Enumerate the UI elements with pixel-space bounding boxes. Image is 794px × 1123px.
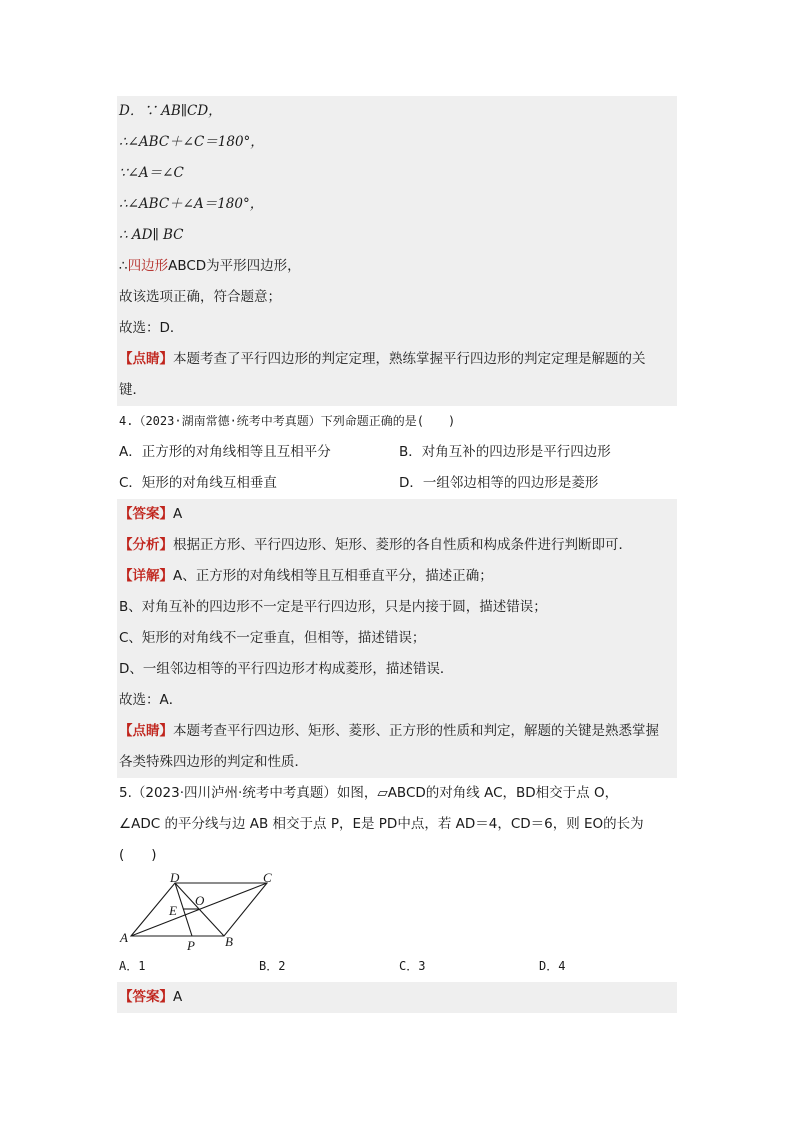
solution-block-q5 [117,982,677,1013]
answer-tag: 【答案】 [119,506,173,522]
highlighted-term: 四边形 [127,258,169,274]
solution-line: 故该选项正确，符合题意； [119,289,281,305]
vertex-label-a: A [120,930,128,945]
point-label-e: E [169,903,177,918]
solution-line: ∴∠ABC＋∠C＝180°， [119,134,264,150]
option-a: A．正方形的对角线相等且互相平分 [119,444,331,460]
question-4 [117,406,677,499]
note-line: 键． [119,382,146,398]
solution-text: ABCD为平形四边形， [168,258,301,274]
solution-block-q4 [117,499,677,778]
solution-line: ∴ AD∥ BC [119,227,184,243]
answer-line [117,499,677,530]
option-c: C．3 [399,959,426,973]
solution-line [117,251,677,282]
question-stem: 4.（2023·湖南常德·统考中考真题）下列命题正确的是( ) [119,414,456,428]
content-column [117,96,677,1013]
detail-line: C、矩形的对角线不一定垂直，但相等，描述错误； [119,630,426,646]
question-stem: ( ) [119,847,157,863]
answer-line [117,982,677,1013]
analysis-line [117,530,677,561]
choice-line: 故选：A． [119,692,183,708]
note-line: 各类特殊四边形的判定和性质． [119,754,308,770]
vertex-label-d: D [170,871,180,885]
question-5 [117,778,677,982]
detail-line [117,561,677,592]
note-tag: 【点睛】 [119,351,173,367]
solution-line: ∵∠A＝∠C [119,165,184,181]
therefore-symbol: ∴ [119,258,128,274]
answer-value: A [173,506,183,522]
detail-line: D、一组邻边相等的平行四边形才构成菱形，描述错误． [119,661,454,677]
parallelogram-diagram [117,871,297,951]
note-text: 本题考查了平行四边形的判定定理，熟练掌握平行四边形的判定定理是解题的关 [173,351,646,367]
vertex-label-c: C [263,871,272,885]
note-line [117,344,677,375]
option-b: B．对角互补的四边形是平行四边形 [399,444,611,460]
options-row [117,468,677,499]
option-c: C．矩形的对角线互相垂直 [119,475,277,491]
answer-tag: 【答案】 [119,989,173,1005]
diagonal-bd [175,883,224,936]
analysis-text: 根据正方形、平行四边形、矩形、菱形的各自性质和构成条件进行判断即可． [173,537,632,553]
analysis-tag: 【分析】 [119,537,173,553]
solution-line: 故选：D． [119,320,184,336]
note-tag: 【点睛】 [119,723,173,739]
question-stem: ∠ADC 的平分线与边 AB 相交于点 P，E是 PD中点，若 AD＝4，CD＝6，则 EO的长为 [119,816,644,832]
solution-line: ∴∠ABC＋∠A＝180°， [119,196,264,212]
option-d: D．4 [539,959,566,973]
option-b: B．2 [259,959,286,973]
option-a: A．1 [119,959,146,973]
note-line [117,716,677,747]
note-text: 本题考查平行四边形、矩形、菱形、正方形的性质和判定，解题的关键是熟悉掌握 [173,723,659,739]
point-label-o: O [195,893,205,908]
question-stem: 5.（2023·四川泸州·统考中考真题）如图，▱ABCD的对角线 AC，BD相交于点 O， [119,785,619,801]
vertex-label-b: B [225,934,233,949]
detail-tag: 【详解】 [119,568,173,584]
options-row [117,437,677,468]
parallelogram-figure [117,871,677,951]
solution-block-q3 [117,96,677,406]
detail-line: B、对角互补的四边形不一定是平行四边形，只是内接于圆，描述错误； [119,599,547,615]
detail-text: A、正方形的对角线相等且互相垂直平分，描述正确； [173,568,493,584]
point-label-p: P [187,938,195,951]
answer-value: A [173,989,183,1005]
option-d: D．一组邻边相等的四边形是菱形 [399,475,599,491]
solution-line: D．∵ AB∥CD， [119,103,222,119]
options-row [117,951,677,982]
